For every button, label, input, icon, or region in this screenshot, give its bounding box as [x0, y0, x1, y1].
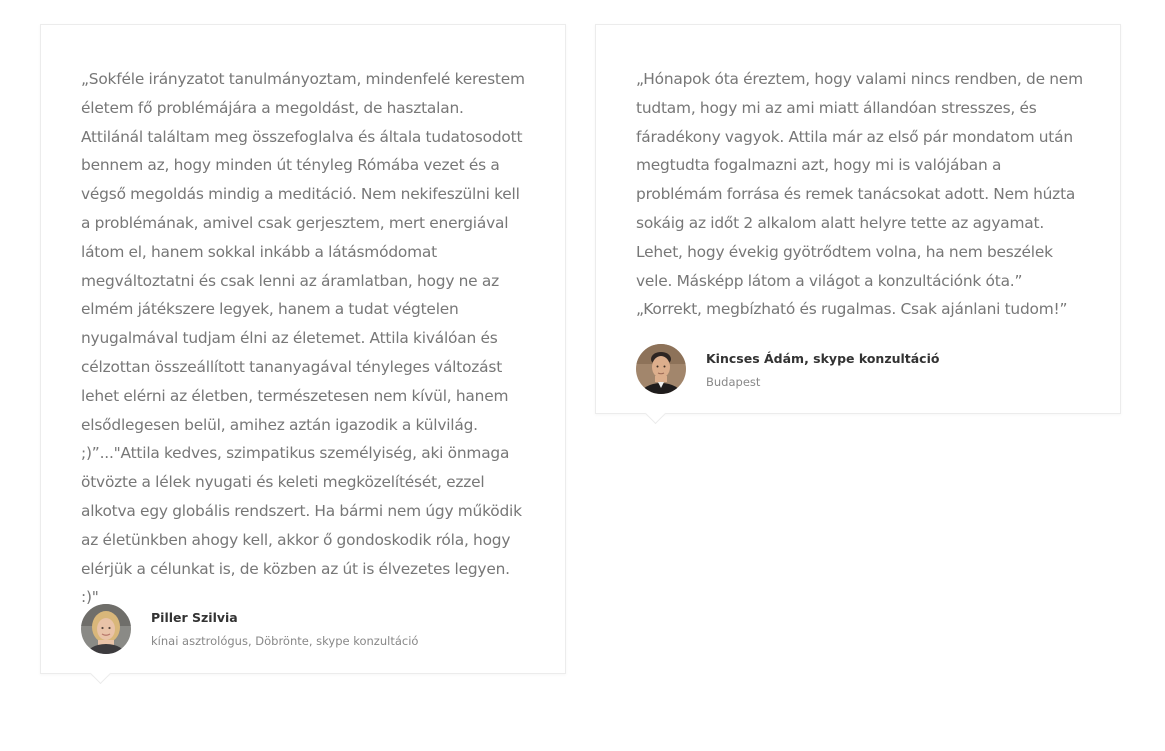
man-portrait-avatar — [636, 344, 686, 394]
author-avatar — [636, 344, 686, 394]
card-pointer — [645, 403, 666, 424]
testimonial-card — [40, 24, 566, 674]
author-name: Piller Szilvia — [151, 610, 238, 625]
card-pointer — [90, 663, 111, 684]
author-meta: kínai asztrológus, Döbrönte, skype konzultáció — [151, 634, 419, 648]
testimonial-quote: „Sokféle irányzatot tanulmányoztam, mindenfelé kerestem életem fő problémájára a megoldást, de hasztalan. Attilánál találtam meg összefoglalva és általa tudatosodott bennem az, hogy minden út tényleg Rómába vezet és a végső megoldás mindig a meditáció. Nem nekifeszülni kell a problémának, amivel csak gerjesztem, mert energiával látom el, hanem sokkal inkább a látásmódomat megváltoztatni és csak lenni az áramlatban, hogy ne az elmém játékszere legyek, hanem a tudat végtelen nyugalmával tudjam élni az életemet. Attila kiválóan és célzottan összeállított tananyagával tényleges változást lehet elérni az életben, természetesen nem kívül, hanem elsődlegesen belül, amihez aztán igazodik a külvilág. ;)”..."Attila kedves, szimpatikus személyiség, aki önmaga ötvözte a lélek nyugati és keleti megközelítését, ezzel alkotva egy globális rendszert. Ha bármi nem úgy működik az életünkben ahogy kell, akkor ő gondoskodik róla, hogy elérjük a célunkat is, de közben az út is élvezetes legyen. :)" — [81, 70, 525, 607]
testimonial-card — [595, 24, 1121, 414]
woman-portrait-avatar — [81, 604, 131, 654]
author-meta: Budapest — [706, 375, 761, 389]
testimonial-quote: „Hónapok óta éreztem, hogy valami nincs rendben, de nem tudtam, hogy mi az ami miatt állandóan stresszes, és fáradékony vagyok. Attila már az első pár mondatom után megtudta fogalmazni azt, hogy mi is valójában a problémám forrása és remek tanácsokat adott. Nem húzta sokáig az időt 2 alkalom alatt helyre tette az agyamat. Lehet, hogy évekig gyötrődtem volna, ha nem beszélek vele. Másképp látom a világot a konzultációnk óta.” „Korrekt, megbízható és rugalmas. Csak ajánlani tudom!” — [636, 70, 1083, 319]
author-avatar — [81, 604, 131, 654]
author-name: Kincses Ádám, skype konzultáció — [706, 351, 940, 366]
